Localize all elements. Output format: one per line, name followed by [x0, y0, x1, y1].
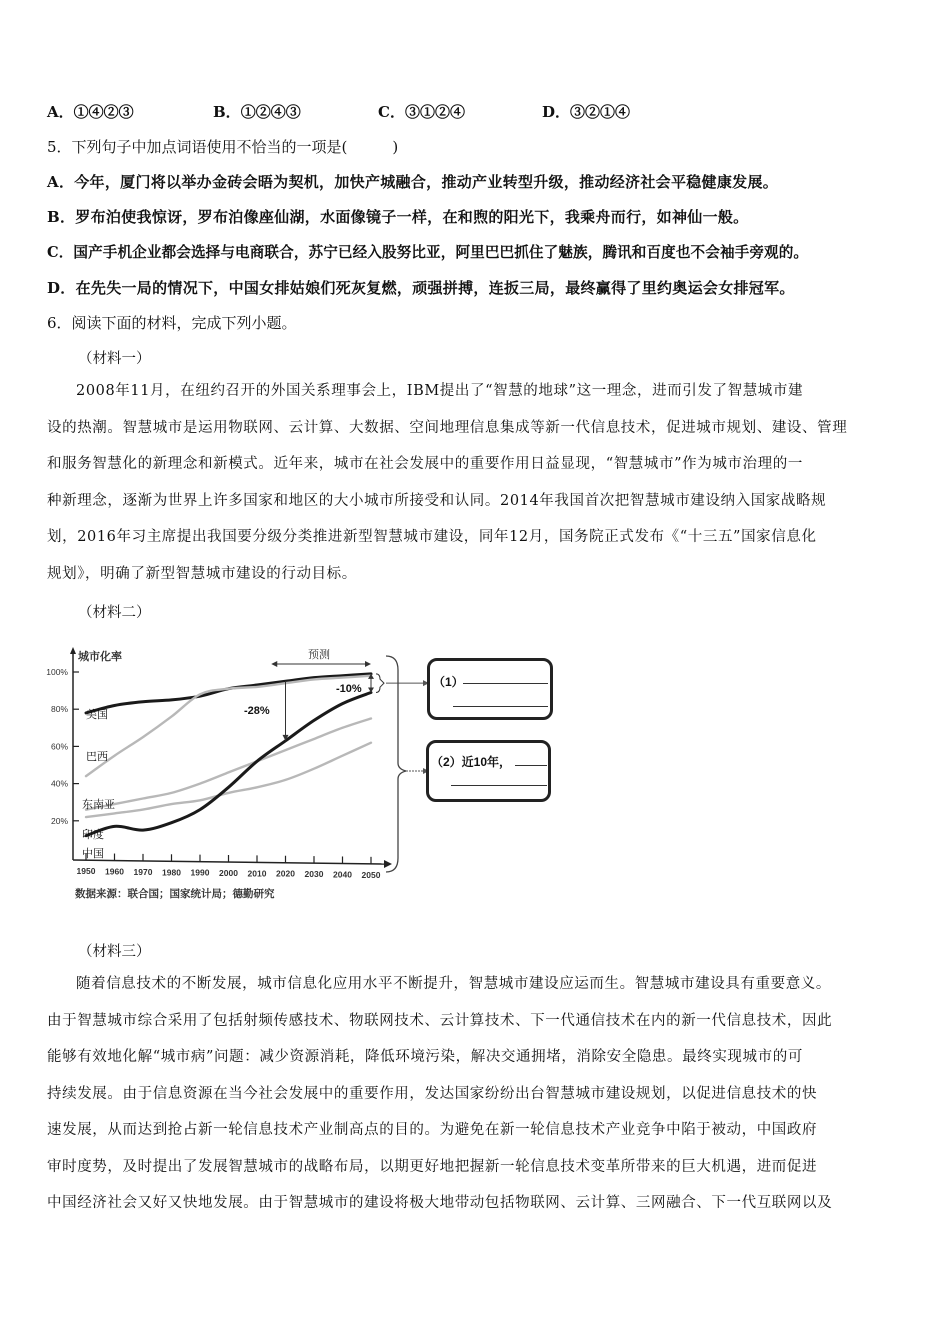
series-line	[86, 719, 371, 810]
material1-line: 和服务智慧化的新理念和新模式。近年来，城市在社会发展中的重要作用日益显现，“智慧城市”作为城市治理的一	[47, 456, 803, 472]
y-axis-title: 城市化率	[78, 650, 122, 663]
q5-option-d: D．在先失一局的情况下，中国女排姑娘们死灰复燃，顽强拼搏，连扳三局，最终赢得了里约奥运会女排冠军。	[47, 279, 795, 297]
x-tick-label: 1950	[76, 866, 96, 877]
answer-blank[interactable]	[515, 765, 547, 766]
material3-label: （材料三）	[78, 944, 151, 960]
x-tick-label: 2040	[333, 869, 352, 880]
answer-box-2	[426, 740, 551, 802]
q4-option-a: A．①④②③	[47, 103, 134, 121]
x-tick-label: 2010	[247, 868, 267, 879]
q4-option-b: B．①②④③	[213, 103, 301, 121]
series-label-sea: 东南亚	[82, 798, 115, 811]
answer-box-1-label: （1）	[433, 675, 464, 689]
x-tick-label: 1990	[190, 867, 210, 878]
x-tick-label: 1960	[105, 866, 124, 877]
y-tick-label: 40%	[50, 778, 68, 789]
forecast-label: 预测	[308, 648, 330, 661]
material2-label: （材料二）	[78, 605, 151, 621]
series-label-brazil: 巴西	[86, 750, 108, 763]
chart-series	[86, 674, 371, 836]
material1-line: 种新理念，逐渐为世界上许多国家和地区的大小城市所接受和认同。2014年我国首次把智慧城市建设纳入国家战略规	[47, 492, 827, 509]
q4-options	[47, 101, 747, 123]
series-label-usa: 美国	[86, 708, 108, 721]
material1-line: 2008年11月，在纽约召开的外国关系理事会上，IBM提出了“智慧的地球”这一理念，进而引发了智慧城市建	[76, 383, 804, 399]
forecast-arrow-right-icon	[365, 661, 371, 667]
answer-box-1	[427, 658, 553, 720]
material3-line: 随着信息技术的不断发展，城市信息化应用水平不断提升，智慧城市建设应运而生。智慧城市建设具有重要意义。	[76, 976, 831, 992]
material1-line: 划，2016年习主席提出我国要分级分类推进新型智慧城市建设，同年12月，国务院正式发布《“十三五”国家信息化	[47, 529, 817, 545]
q5-option-a: A．今年，厦门将以举办金砖会晤为契机，加快产城融合，推动产业转型升级，推动经济社会平稳健康发展。	[47, 173, 779, 191]
material1-line: 设的热潮。智慧城市是运用物联网、云计算、大数据、空间地理信息集成等新一代信息技术，促进城市规划、建设、管理	[47, 419, 848, 436]
answer-box-2-label: （2）近10年，	[431, 755, 512, 769]
y-tick-label: 60%	[50, 741, 68, 752]
material1-text	[47, 373, 907, 592]
series-line	[86, 743, 371, 817]
y-tick-label: 80%	[50, 704, 68, 715]
x-axis-arrow-icon	[384, 860, 392, 868]
material1-label: （材料一）	[78, 351, 151, 367]
y-tick-label: 20%	[50, 815, 68, 826]
annotation-minus-10: -10%	[336, 683, 362, 695]
q4-option-d: D．③②①④	[542, 103, 631, 121]
x-tick-label: 2000	[219, 868, 238, 878]
large-brace-icon	[386, 656, 406, 872]
small-brace-icon	[376, 674, 384, 693]
x-tick-label: 2030	[304, 869, 324, 880]
chart-source: 数据来源：联合国；国家统计局；德勤研究	[75, 888, 275, 900]
annotation-minus-28: -28%	[244, 705, 270, 717]
material3-line: 由于智慧城市综合采用了包括射频传感技术、物联网技术、云计算技术、下一代通信技术在内的新一代信息技术，因此	[47, 1012, 833, 1029]
series-line	[86, 674, 371, 713]
urbanization-chart	[40, 628, 600, 918]
material3-text	[47, 966, 907, 1222]
material3-line: 审时度势，及时提出了发展智慧城市的战略布局，以期更好地把握新一轮信息技术变革所带来的巨大机遇，进而促进	[47, 1158, 818, 1175]
x-tick-label: 2020	[276, 868, 295, 879]
forecast-arrow-left-icon	[271, 661, 277, 667]
answer-blank[interactable]	[463, 683, 548, 684]
q5-option-b: B．罗布泊使我惊讶，罗布泊像座仙湖，水面像镜子一样，在和煦的阳光下，我乘舟而行，如神仙一般。	[47, 208, 749, 226]
x-tick-label: 1980	[162, 867, 181, 878]
q4-option-c: C．③①②④	[378, 103, 465, 121]
x-tick-label: 1970	[133, 866, 153, 877]
y-tick-label: 100%	[46, 667, 68, 677]
q5-option-c: C．国产手机企业都会选择与电商联合，苏宁已经入股努比亚，阿里巴巴抓住了魅族，腾讯和百度也不会袖手旁观的。	[47, 244, 809, 261]
material3-line: 速发展，从而达到抢占新一轮信息技术产业制高点的目的。为避免在新一轮信息技术产业竞争中陷于被动，中国政府	[47, 1122, 818, 1138]
material3-line: 能够有效地化解“城市病”问题：减少资源消耗，降低环境污染，解决交通拥堵，消除安全隐患。最终实现城市的可	[47, 1049, 803, 1065]
q5-stem: 5．下列句子中加点词语使用不恰当的一项是( )	[47, 138, 399, 156]
x-tick-label: 2050	[361, 869, 381, 880]
y-axis-arrow-icon	[70, 647, 76, 654]
material3-line: 中国经济社会又好又快地发展。由于智慧城市的建设将极大地带动包括物联网、云计算、三网融合、下一代互联网以及	[47, 1195, 833, 1211]
series-line	[86, 693, 371, 836]
series-label-india: 印度	[82, 828, 104, 841]
series-label-china: 中国	[82, 847, 104, 860]
q6-stem: 6．阅读下面的材料，完成下列小题。	[47, 314, 297, 332]
answer-blank[interactable]	[451, 785, 547, 786]
material1-line: 规划》，明确了新型智慧城市建设的行动目标。	[47, 565, 357, 582]
material3-line: 持续发展。由于信息资源在当今社会发展中的重要作用，发达国家纷纷出台智慧城市建设规划，以促进信息技术的快	[47, 1085, 818, 1102]
answer-blank[interactable]	[453, 706, 548, 707]
